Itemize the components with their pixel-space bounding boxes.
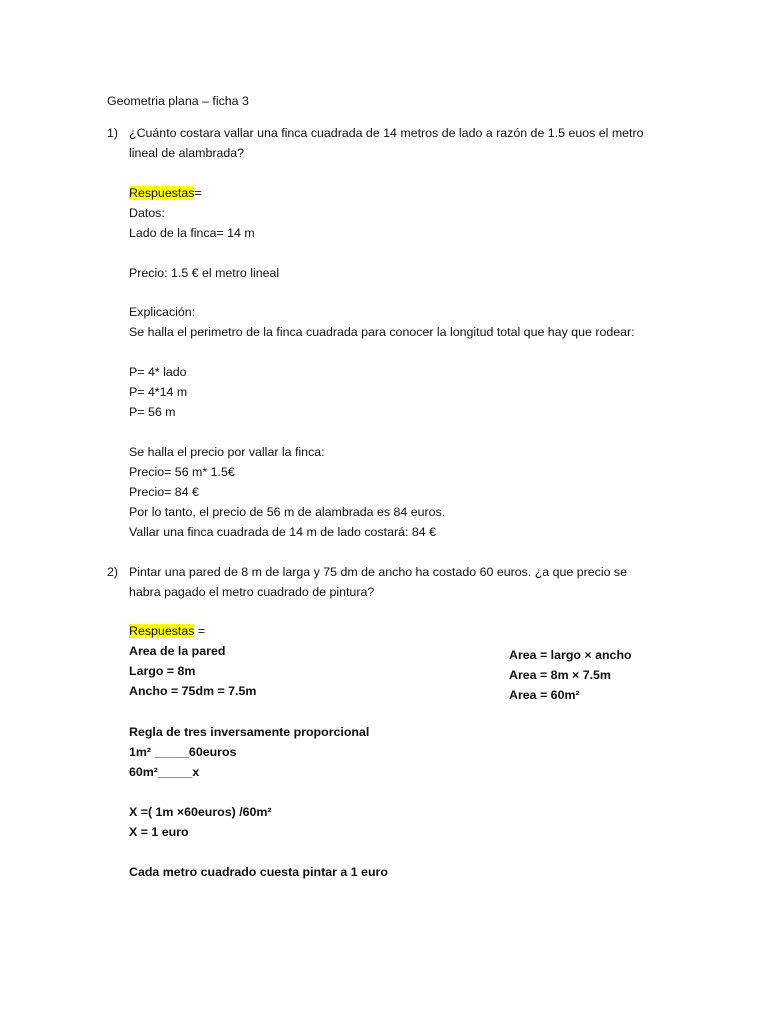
q1-conclusion: Vallar una finca cuadrada de 14 m de lado costará: 84 € — [129, 525, 436, 539]
q1-question-line2: lineal de alambrada? — [129, 146, 245, 160]
q1-p3: P= 56 m — [129, 405, 176, 419]
q1-explicacion: Explicación: — [129, 305, 196, 319]
q2-area-calc: Area = 8m × 7.5m — [509, 668, 611, 682]
q1-precio: Precio: 1.5 € el metro lineal — [129, 266, 280, 280]
q1-halla-precio: Se halla el precio por vallar la finca: — [129, 445, 325, 459]
q2-question-line1: Pintar una pared de 8 m de larga y 75 dm de ancho ha costado 60 euros. ¿a que precio se — [129, 565, 628, 579]
q2-x-formula: X =( 1m ×60euros) /60m² — [129, 805, 272, 819]
q2-final: Cada metro cuadrado cuesta pintar a 1 euro — [129, 865, 388, 879]
q1-number: 1) — [107, 126, 119, 140]
q1-respuestas-highlight: Respuestas — [129, 186, 195, 200]
q2-area-pared: Area de la pared — [129, 644, 226, 658]
q1-precio1: Precio= 56 m* 1.5€ — [129, 465, 235, 479]
document-title: Geometria plana – ficha 3 — [107, 94, 249, 108]
q1-datos: Datos: — [129, 206, 165, 220]
q2-largo: Largo = 8m — [129, 664, 196, 678]
q1-question-line1: ¿Cuánto costara vallar una finca cuadrada de 14 metros de lado a razón de 1.5 euos el metro — [129, 126, 644, 140]
q2-row1: 1m² _____60euros — [129, 745, 237, 759]
q1-precio2: Precio= 84 € — [129, 485, 199, 499]
q2-respuestas — [129, 621, 205, 641]
q1-p2: P= 4*14 m — [129, 385, 188, 399]
q2-row2: 60m²_____x — [129, 765, 200, 779]
q2-number: 2) — [107, 565, 119, 579]
q1-respuestas-suffix: = — [194, 186, 202, 200]
q2-ancho: Ancho = 75dm = 7.5m — [129, 684, 257, 698]
q1-p1: P= 4* lado — [129, 365, 187, 379]
q2-respuestas-highlight: Respuestas — [129, 624, 195, 638]
q1-por-lo-tanto: Por lo tanto, el precio de 56 m de alambrada es 84 euros. — [129, 505, 446, 519]
q2-area-formula: Area = largo × ancho — [509, 648, 632, 662]
q2-x-result: X = 1 euro — [129, 825, 189, 839]
q2-question-line2: habra pagado el metro cuadrado de pintura? — [129, 585, 375, 599]
q1-respuestas — [129, 183, 202, 203]
q1-lado: Lado de la finca= 14 m — [129, 226, 255, 240]
q2-respuestas-suffix: = — [194, 624, 206, 638]
q2-regla: Regla de tres inversamente proporcional — [129, 725, 370, 739]
q1-halla-perimetro: Se halla el perimetro de la finca cuadrada para conocer la longitud total que hay que rodear: — [129, 325, 635, 339]
q2-area-result: Area = 60m² — [509, 688, 580, 702]
